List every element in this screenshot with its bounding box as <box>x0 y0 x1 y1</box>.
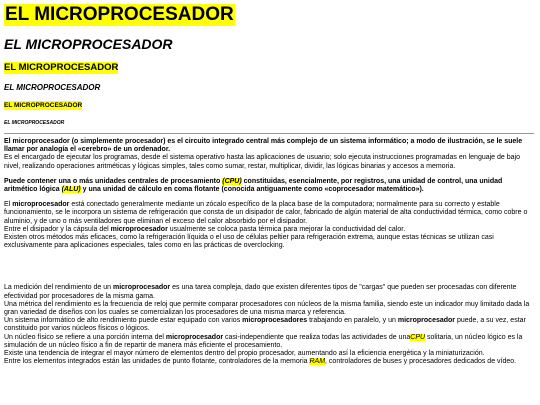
heading-5-text: EL MICROPROCESADOR <box>4 102 83 109</box>
heading-3 <box>4 53 534 75</box>
cooling-term-1: microprocesador <box>12 201 70 209</box>
perf-term-4: microprocesador <box>165 333 224 341</box>
paragraph-performance <box>4 284 534 366</box>
intro-rest: Es el encargado de ejecutar los programas, desde el sistema operativo hasta las aplicaciones de usuario; solo ejecuta instrucciones programadas en lenguaje de bajo nivel, realizando operaciones aritméticas y lógicas simples, tales como sumar, restar, multiplicar, dividir, las lógicas binarias y accesos a memoria. <box>4 154 520 170</box>
cooling-b2: usualmente se coloca pasta térmica para mejorar la conductividad del calor. <box>169 225 406 233</box>
divider <box>4 133 534 134</box>
intro-bold: El microprocesador (o simplemente procesador) es el circuito integrado central más complejo de un sistema informático; a modo de ilustración, se le suele llamar por analogía el «cerebro» de un ordenador. <box>4 138 523 154</box>
cpu-highlight: (CPU) <box>222 177 242 185</box>
units-text-b: constituidas, esencialmente, por registros, una unidad de control, una unidad aritmético lógica <box>4 177 503 194</box>
perf-term-3: microprocesador <box>397 317 456 325</box>
perf-c3: puede, a su vez, estar constituido por varios núcleos físicos o lógicos. <box>4 317 526 333</box>
cooling-a1: El <box>4 201 11 209</box>
perf-d2: casi-independiente que realiza todas las actividades de una <box>225 333 411 341</box>
cooling-term-2: microprocesador <box>110 225 168 233</box>
document <box>4 4 534 366</box>
perf-a1: La medición del rendimiento de un <box>4 284 112 292</box>
perf-c2: trabajando en paralelo, y un <box>309 317 396 325</box>
units-text-c: y una unidad de cálculo en coma flotante (conocida antiguamente como «coprocesador matemático»). <box>82 186 424 194</box>
perf-term-2: microprocesadores <box>242 317 308 325</box>
perf-cpu-highlight: CPU <box>410 333 426 341</box>
units-text-a: Puede contener una o más unidades centrales de procesamiento <box>4 177 221 185</box>
perf-c1: Un sistema informático de alto rendimiento puede estar equipado con varios <box>4 317 241 325</box>
alu-highlight: (ALU) <box>61 186 81 194</box>
heading-1 <box>4 4 534 26</box>
cooling-b1: Entre el disipador y la cápsula del <box>4 225 109 233</box>
perf-a2: es una tarea compleja, dado que existen diferentes tipos de "cargas" que pueden ser procesadas con diferente efectividad por procesadores de la misma gama. <box>4 284 517 300</box>
cooling-c: Existen otros métodos más eficaces, como la refrigeración líquida o el uso de células peltier para refrigeración extrema, aunque estas técnicas se utilizan casi exclusivamente para aplicaciones especiales, tales como en las prácticas de overclocking. <box>4 234 494 250</box>
perf-f2: , controladores de buses y procesadores dedicados de vídeo. <box>325 358 517 366</box>
heading-1-text: EL MICROPROCESADOR <box>5 4 234 25</box>
heading-5 <box>4 93 534 112</box>
perf-f1: Entre los elementos integrados están las unidades de punto flotante, controladores de la memoria <box>4 358 308 366</box>
heading-6: EL MICROPROCESADOR <box>4 120 65 126</box>
paragraph-cooling <box>4 201 534 250</box>
perf-b: Una métrica del rendimiento es la frecuencia de reloj que permite comparar procesadores con núcleos de la misma familia, siendo este un indicador muy limitado dada la gran variedad de diseños con los cuales se comercializan los procesadores de una misma marca y referencia. <box>4 300 530 317</box>
heading-3-text: EL MICROPROCESADOR <box>4 62 119 73</box>
perf-d3: solitaria, un núcleo lógico es la simulación de un núcleo físico a fin de repartir de manera más eficiente el procesamiento. <box>4 333 523 349</box>
heading-4: EL MICROPROCESADOR <box>4 83 101 92</box>
paragraph-intro <box>4 138 534 171</box>
perf-e: Existe una tendencia de integrar el mayor número de elementos dentro del propio procesador, aumentando así la eficiencia energética y la miniaturización. <box>4 350 485 358</box>
perf-term-1: microprocesador <box>112 284 171 292</box>
paragraph-units <box>4 178 534 194</box>
cooling-a2: está conectado generalmente mediante un zócalo específico de la placa base de la computadora; normalmente para su correcto y estable funcionamiento, se le incorpora un sistema de refrigeración que consta de un disipador de calor, fabricado de algún material de alta conductividad térmica, como cobre o aluminio, y de uno o más ventiladores que eliminan el exceso del calor absorbido por el disipador. <box>4 201 528 225</box>
perf-d1: Un núcleo físico se refiere a una porción interna del <box>4 333 164 341</box>
ram-highlight: RAM <box>309 358 326 366</box>
heading-2: EL MICROPROCESADOR <box>4 36 173 52</box>
